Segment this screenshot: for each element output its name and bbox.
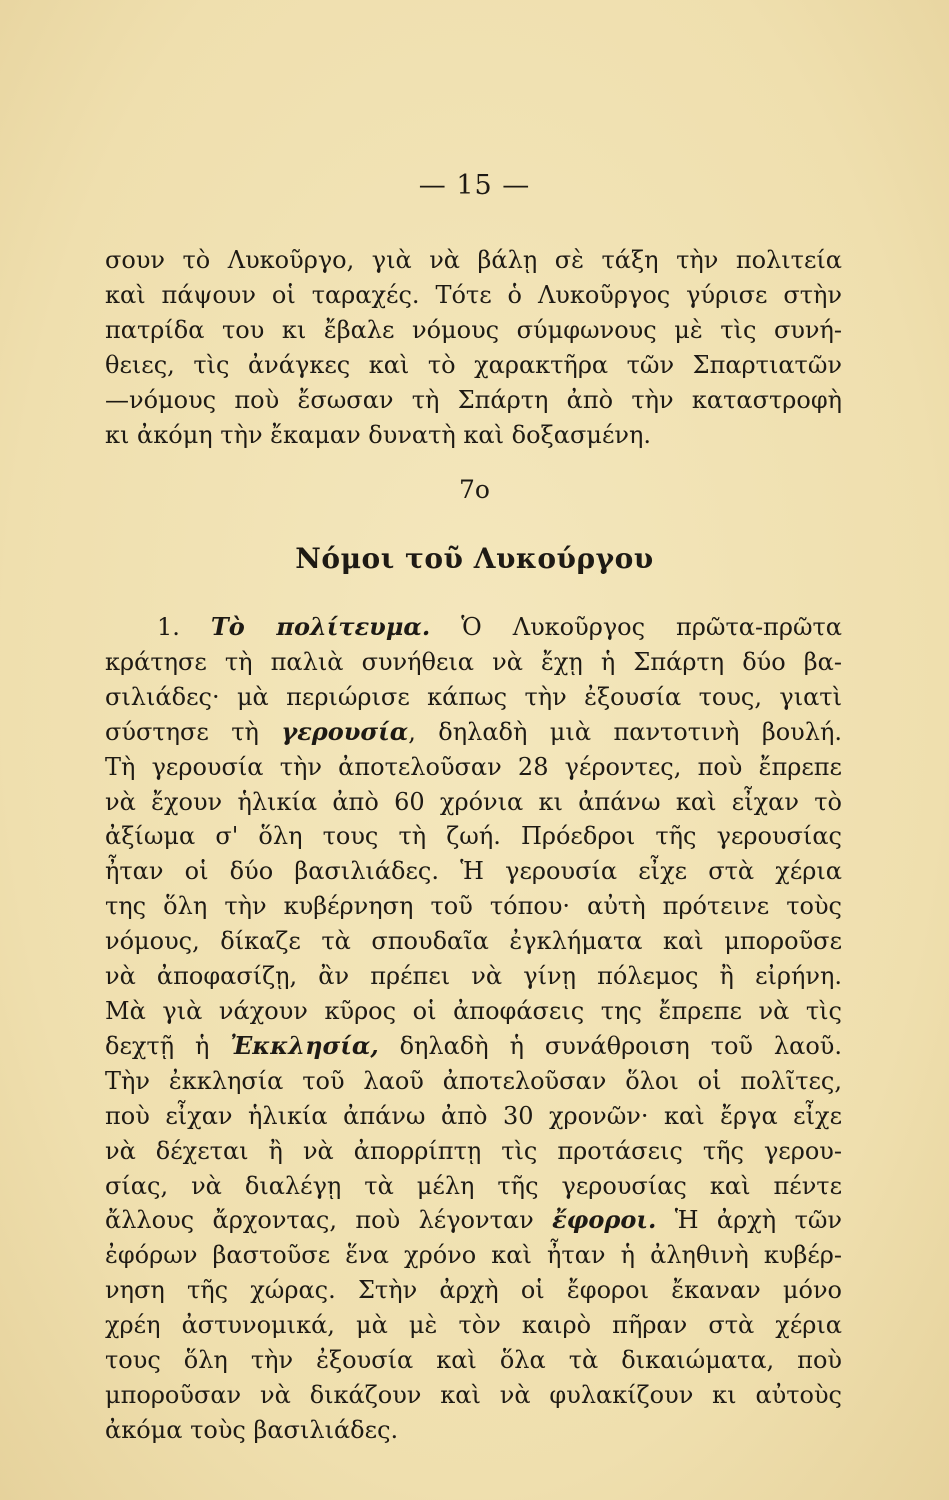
section-heading: Τὸ πολίτευμα. [210,612,431,641]
text-line: ἀκόμα τοὺς βασιλιάδες. [105,1415,399,1444]
term-gerousia: γερουσία [281,716,409,746]
text-fragment: , δηλαδὴ μιὰ παντοτινὴ βουλή. [408,717,842,746]
text-line: ἐφόρων βαστοῦσε ἕνα χρόνο καὶ ἦταν ἡ ἀληθινὴ κυβέρ- [105,1241,842,1270]
text-fragment: δεχτῇ ἡ [105,1031,231,1060]
text-fragment: ἄλλους ἄρχοντας, ποὺ λέγονταν [105,1206,553,1235]
text-line: σουν τὸ Λυκοῦργο, γιὰ νὰ βάλῃ σὲ τάξη τὴν πολιτεία [105,246,842,274]
text-line: χρέη ἀστυνομικά, μὰ μὲ τὸν καιρὸ πῆραν στὰ χέρια [105,1311,842,1340]
term-efori: ἔφοροι. [552,1205,657,1235]
text-fragment: σύστησε τὴ [105,717,282,746]
text-line: —νόμους ποὺ ἔσωσαν τὴ Σπάρτη ἀπὸ τὴν καταστροφὴ [105,385,842,414]
text-line: τους ὅλη τὴν ἐξουσία καὶ ὅλα τὰ δικαιώματα, ποὺ [105,1346,842,1375]
text-line: κράτησε τὴ παλιὰ συνήθεια νὰ ἔχῃ ἡ Σπάρτη δύο βα- [105,647,842,676]
text-line [105,715,842,750]
text-line [105,1203,842,1238]
text-line: νὰ ἔχουν ἡλικία ἀπὸ 60 χρόνια κι ἀπάνω καὶ εἶχαν τὸ [105,787,842,816]
text-line [105,1029,842,1064]
text-line: της ὅλη τὴν κυβέρνηση τοῦ τόπου· αὐτὴ πρότεινε τοὺς [105,892,842,921]
chapter-number: 7ο [459,475,490,504]
text-line: σιλιάδες· μὰ περιώρισε κάπως τὴν ἐξουσία τους, γιατὶ [105,682,842,711]
text-line: νὰ δέχεται ἢ νὰ ἀπορρίπτῃ τὶς προτάσεις τῆς γερου- [105,1136,842,1165]
text-line: Τὴ γερουσία τὴν ἀποτελοῦσαν 28 γέροντες, ποὺ ἔπρεπε [105,752,842,781]
text-line: Μὰ γιὰ νάχουν κῦρος οἱ ἀποφάσεις της ἔπρεπε νὰ τὶς [105,996,842,1025]
text-line: σίας, νὰ διαλέγῃ τὰ μέλη τῆς γερουσίας καὶ πέντε [105,1171,842,1200]
text-line: κι ἀκόμη τὴν ἔκαμαν δυνατὴ καὶ δοξασμένη. [105,420,651,449]
text-fragment: Ὁ Λυκοῦργος πρῶτα-πρῶτα [430,613,842,641]
text-line: ἀξίωμα σ' ὅλη τους τὴ ζωή. Πρόεδροι τῆς γερουσίας [105,822,842,851]
text-line: ἦταν οἱ δύο βασιλιάδες. Ἡ γερουσία εἶχε στὰ χέρια [105,857,842,886]
page-number: — 15 — [418,170,531,201]
text-line: νόμους, δίκαζε τὰ σπουδαῖα ἐγκλήματα καὶ μποροῦσε [105,927,842,956]
text-line: νὰ ἀποφασίζῃ, ἂν πρέπει νὰ γίνῃ πόλεμος ἢ εἰρήνη. [105,962,842,991]
text-fragment: δηλαδὴ ἡ συνάθροιση τοῦ λαοῦ. [378,1031,843,1060]
term-ekklisia: Ἐκκλησία, [230,1030,379,1060]
text-fragment: Ἡ ἀρχὴ τῶν [656,1206,843,1235]
text-line: καὶ πάψουν οἱ ταραχές. Τότε ὁ Λυκοῦργος γύρισε στὴν [105,280,842,309]
text-line: μποροῦσαν νὰ δικάζουν καὶ νὰ φυλακίζουν κι αὐτοὺς [105,1380,842,1409]
paragraph-intro [105,243,842,452]
chapter-title: Νόμοι τοῦ Λυκούργου [295,542,654,575]
text-line: θειες, τὶς ἀνάγκες καὶ τὸ χαρακτῆρα τῶν Σπαρτιατῶν [105,350,842,379]
paragraph-constitution [105,610,842,1448]
text-line: ποὺ εἶχαν ἡλικία ἀπάνω ἀπὸ 30 χρονῶν· καὶ ἔργα εἶχε [105,1101,842,1130]
section-number: 1. [157,613,211,641]
text-line: πατρίδα του κι ἔβαλε νόμους σύμφωνους μὲ τὶς συνή- [105,315,842,344]
text-line [105,610,842,645]
text-line: νηση τῆς χώρας. Στὴν ἀρχὴ οἱ ἔφοροι ἔκαναν μόνο [105,1276,842,1305]
text-line: Τὴν ἐκκλησία τοῦ λαοῦ ἀποτελοῦσαν ὅλοι οἱ πολῖτες, [105,1066,842,1095]
